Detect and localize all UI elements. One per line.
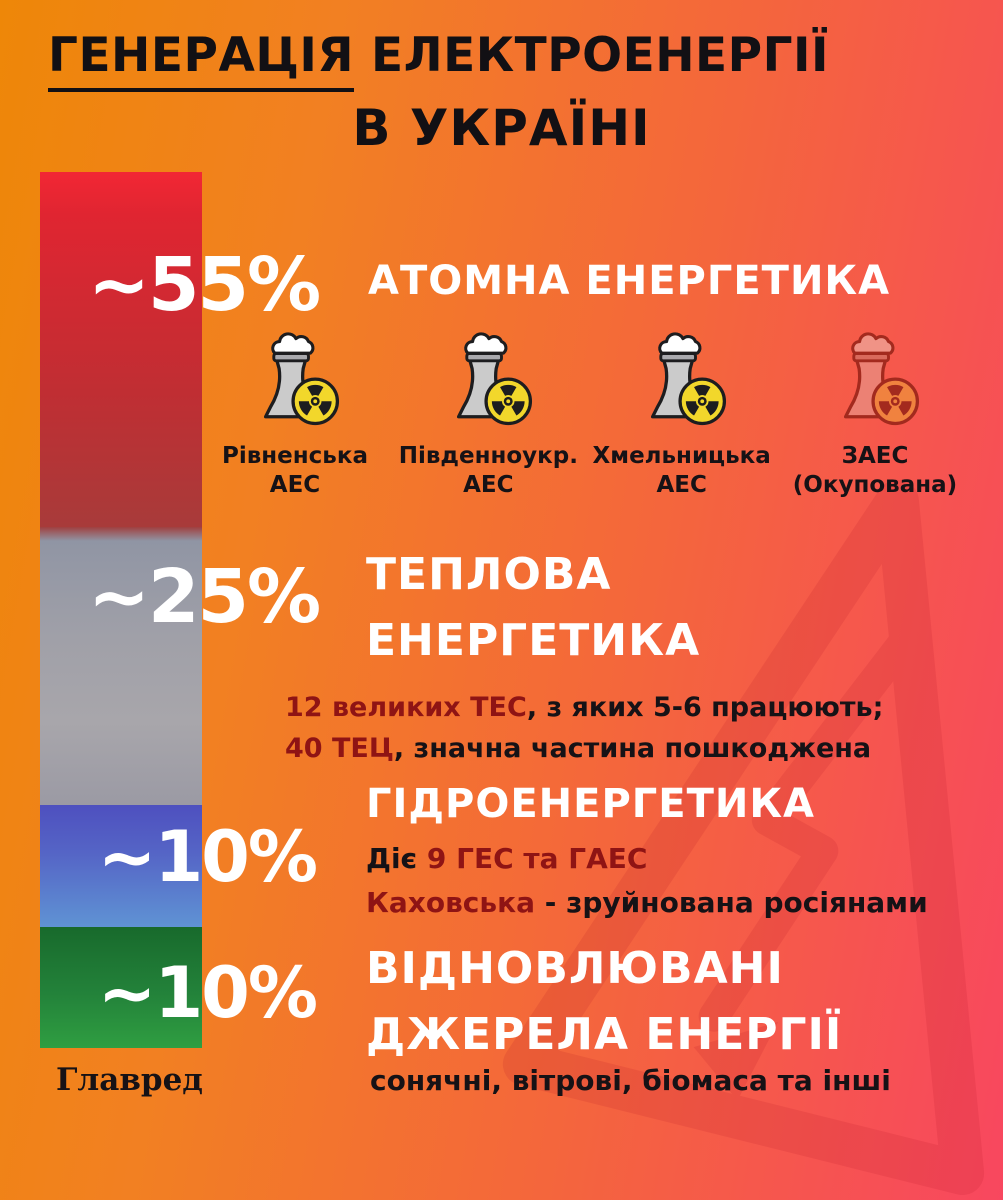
nuclear-plant-icon-occupied — [822, 330, 928, 436]
hydro-line2-rest: - зруйнована росіянами — [535, 886, 928, 919]
plant-name-line1: Хмельницька — [592, 443, 771, 469]
hydro-line2-accent: Каховська — [366, 886, 535, 919]
hydro-detail-line1 — [366, 842, 647, 875]
nuclear-plants-row — [200, 330, 970, 500]
thermal-percent: ~25% — [88, 554, 320, 640]
plant-label — [793, 442, 957, 500]
title-line2: В УКРАЇНІ — [352, 99, 651, 157]
title-line1-rest: ЕЛЕКТРОЕНЕРГІЇ — [354, 28, 830, 83]
thermal-detail-line1 — [285, 688, 883, 729]
thermal-rest-tes: , з яких 5-6 працюють; — [526, 692, 884, 723]
renewables-percent: ~10% — [97, 952, 316, 1034]
thermal-accent-tec: 40 ТЕЦ — [285, 732, 394, 764]
title-line1 — [0, 28, 1003, 83]
thermal-details — [285, 688, 883, 769]
thermal-heading-line2: ЕНЕРГЕТИКА — [366, 615, 701, 666]
renewables-subline: сонячні, вітрові, біомаса та інші — [370, 1064, 891, 1097]
bar-segment-nuclear — [40, 172, 202, 527]
thermal-accent-tes: 12 великих ТЕС — [285, 692, 527, 723]
title-word-underlined: ГЕНЕРАЦІЯ — [48, 28, 354, 92]
plant-label — [222, 442, 368, 500]
thermal-heading — [366, 542, 700, 674]
plant-name-line1: Південноукр. — [398, 443, 578, 469]
nuclear-plant-icon — [242, 330, 348, 436]
source-logo-glavred: Главред — [56, 1062, 203, 1098]
renewables-heading-line1: ВІДНОВЛЮВАНІ — [366, 943, 784, 994]
thermal-detail-line2 — [285, 729, 883, 770]
plant-name-line1: Рівненська — [222, 443, 368, 469]
nuclear-percent: ~55% — [88, 242, 320, 328]
plant-label — [593, 442, 771, 500]
plant-name-line2: АЕС — [269, 471, 321, 498]
plant-name-line2: АЕС — [656, 471, 707, 498]
thermal-rest-tec: , значна частина пошкоджена — [393, 732, 872, 764]
hydro-percent: ~10% — [97, 816, 316, 898]
plant-name-line1: ЗАЕС — [841, 443, 909, 469]
plant-zaes-occupied — [780, 330, 970, 500]
hydro-line1-accent: 9 ГЕС та ГАЕС — [426, 842, 648, 875]
thermal-heading-line1: ТЕПЛОВА — [366, 549, 612, 600]
plant-name-line2: (Окупована) — [792, 471, 958, 498]
renewables-heading-line2: ДЖЕРЕЛА ЕНЕРГІЇ — [366, 1009, 843, 1060]
plant-rivne — [200, 330, 390, 500]
plant-name-line2: АЕС — [463, 471, 514, 498]
nuclear-plant-icon — [435, 330, 541, 436]
page-title — [0, 28, 1003, 157]
plant-label — [399, 442, 578, 500]
plant-pivdennoukrainsk — [393, 330, 583, 500]
nuclear-plant-icon — [629, 330, 735, 436]
renewables-heading — [366, 936, 842, 1068]
hydro-heading: ГІДРОЕНЕРГЕТИКА — [366, 781, 815, 827]
plant-khmelnytskyi — [587, 330, 777, 500]
hydro-line1-prefix: Діє — [366, 842, 427, 875]
hydro-detail-line2 — [366, 886, 928, 919]
nuclear-heading: АТОМНА ЕНЕРГЕТИКА — [368, 258, 891, 304]
